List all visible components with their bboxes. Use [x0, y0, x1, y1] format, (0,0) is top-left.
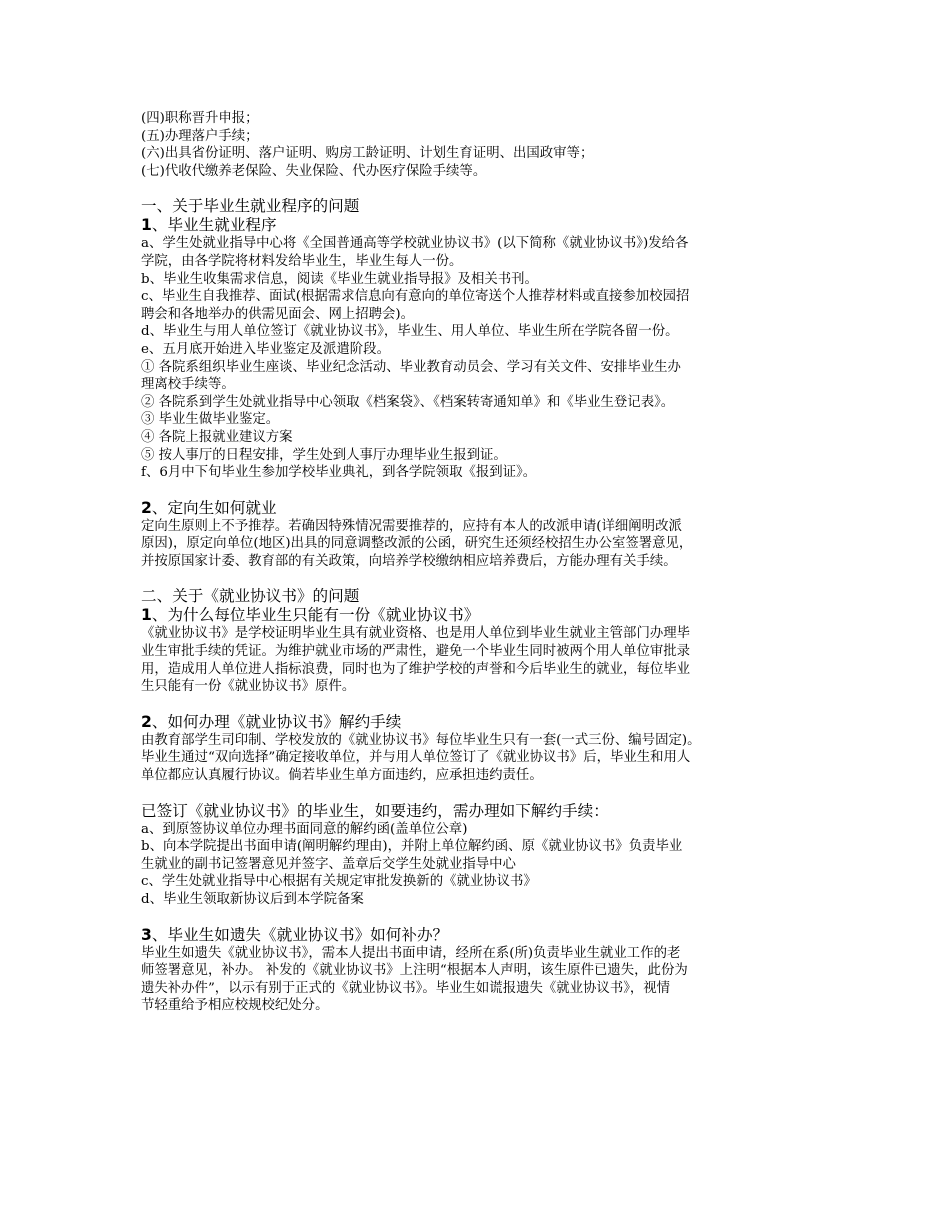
text-line: 节轻重给予相应校规校纪处分。	[141, 998, 329, 1014]
text-line: 聘会和各地举办的供需见面会、网上招聘会)。	[141, 306, 415, 322]
subsection-heading	[141, 216, 821, 235]
document-body	[141, 110, 821, 1015]
list-item: (四)职称晋升申报；	[141, 111, 259, 126]
paragraph-one-agreement	[141, 625, 821, 695]
text-line: ③ 毕业生做毕业鉴定。	[141, 412, 280, 428]
text-line: b、向本学院提出书面申请(阐明解约理由)，并附上单位解约函、原《就业协议书》负责毕业	[141, 839, 683, 855]
subsection-heading	[141, 499, 821, 518]
text-line: 生只能有一份《就业协议书》原件。	[141, 679, 356, 695]
heading-number: 3	[141, 925, 152, 944]
text-line: d、毕业生领取新协议后到本学院备案	[141, 892, 364, 907]
subsection-heading	[141, 926, 821, 945]
text-line: ② 各院系到学生处就业指导中心领取《档案袋》、《档案转寄通知单》和《毕业生登记表》。	[141, 394, 675, 410]
text-line: 单位都应认真履行协议。倘若毕业生单方面违约，应承担违约责任。	[141, 768, 543, 784]
text-line: 由教育部学生司印制、学校发放的《就业协议书》每位毕业生只有一套(一式三份、编号固定)。	[141, 732, 701, 748]
text-line: 师签署意见，补办。 补发的《就业协议书》上注明“根据本人声明，该生原件已遗失，此份为	[141, 963, 688, 979]
text-line: ① 各院系组织毕业生座谈、毕业纪念活动、毕业教育动员会、学习有关文件、安排毕业生办	[141, 359, 681, 375]
text-line: 毕业生如遗失《就业协议书》，需本人提出书面申请，经所在系(所)负责毕业生就业工作的老	[141, 945, 681, 961]
text-line: 遗失补办件”，以示有别于正式的《就业协议书》。毕业生如谎报遗失《就业协议书》，视情	[141, 980, 671, 996]
heading-number: 2	[141, 498, 152, 517]
text-line: 业生审批手续的凭证。为维护就业市场的严肃性，避免一个毕业生同时被两个用人单位审批录	[141, 644, 691, 660]
text-line: 学院，由各学院将材料发给毕业生，毕业生每人一份。	[141, 253, 463, 269]
paragraph-cancellation-steps	[141, 821, 821, 909]
text-line: e、五月底开始进入毕业鉴定及派遣阶段。	[141, 341, 390, 357]
text-line: c、毕业生自我推荐、面试(根据需求信息向有意向的单位寄送个人推荐材料或直接参加校园招	[141, 289, 690, 305]
list-item: (五)办理落户手续；	[141, 128, 259, 144]
spacer	[141, 696, 821, 713]
text-line: 并按原国家计委、教育部的有关政策，向培养学校缴纳相应培养费后，方能办理有关手续。	[141, 553, 677, 569]
spacer	[141, 570, 821, 587]
intro-list	[141, 110, 821, 180]
list-item: (七)代收代缴养老保险、失业保险、代办医疗保险手续等。	[141, 163, 487, 179]
text-line: a、学生处就业指导中心将《全国普通高等学校就业协议书》(以下简称《就业协议书》)发给各	[141, 236, 689, 252]
spacer	[141, 909, 821, 926]
text-line: ④ 各院上报就业建议方案	[141, 429, 293, 445]
subsection-heading	[141, 606, 821, 625]
spacer	[141, 785, 821, 802]
spacer	[141, 180, 821, 197]
text-line: 定向生原则上不予推荐。若确因特殊情况需要推荐的，应持有本人的改派申请(详细阐明改派	[141, 518, 682, 534]
heading-text: 、为什么每位毕业生只能有一份《就业协议书》	[151, 606, 480, 625]
text-line: 用，造成用人单位进人指标浪费，同时也为了维护学校的声誉和今后毕业生的就业，每位毕业	[141, 661, 691, 677]
text-line: b、毕业生收集需求信息，阅读《毕业生就业指导报》及相关书刊。	[141, 271, 538, 287]
text-line: 原因)，原定向单位(地区)出具的同意调整改派的公函，研究生还须经校招生办公室签署意见，	[141, 536, 693, 552]
text-line: c、学生处就业指导中心根据有关规定审批发换新的《就业协议书》	[141, 874, 537, 890]
paragraph-lost-agreement	[141, 945, 821, 1015]
heading-text: 、毕业生如遗失《就业协议书》如何补办？	[151, 925, 449, 944]
text-line: ⑤ 按人事厅的日程安排，学生处到人事厅办理毕业生报到证。	[141, 447, 507, 463]
text-line: 生就业的副书记签署意见并签字、盖章后交学生处就业指导中心	[141, 856, 516, 872]
paragraph-employment-procedure	[141, 235, 821, 481]
paragraph-cancellation	[141, 732, 821, 785]
heading-text: 、毕业生就业程序	[151, 216, 277, 235]
section-heading: 二、关于《就业协议书》的问题	[141, 587, 360, 606]
heading-number: 1	[141, 216, 152, 235]
subsection-heading	[141, 713, 821, 732]
text-line: 毕业生通过“双向选择”确定接收单位，并与用人单位签订了《就业协议书》后，毕业生和用人	[141, 750, 691, 766]
text-line: a、到原签协议单位办理书面同意的解约函(盖单位公章)	[141, 821, 468, 837]
text-line: 理离校手续等。	[141, 377, 235, 393]
text-line: f、6月中下旬毕业生参加学校毕业典礼，到各学院领取《报到证》。	[141, 465, 537, 481]
heading-text: 、如何办理《就业协议书》解约手续	[151, 712, 402, 731]
heading-text: 、定向生如何就业	[151, 498, 277, 517]
list-item: (六)出具省份证明、落户证明、购房工龄证明、计划生育证明、出国政审等；	[141, 146, 594, 162]
text-line: 《就业协议书》是学校证明毕业生具有就业资格、也是用人单位到毕业生就业主管部门办理毕	[141, 626, 691, 642]
paragraph-directed-students	[141, 518, 821, 571]
spacer	[141, 482, 821, 499]
paragraph-heading: 已签订《就业协议书》的毕业生，如要违约，需办理如下解约手续：	[141, 801, 609, 820]
heading-number: 2	[141, 712, 152, 731]
section-heading: 一、关于毕业生就业程序的问题	[141, 197, 360, 216]
text-line: d、毕业生与用人单位签订《就业协议书》，毕业生、用人单位、毕业生所在学院各留一份。	[141, 324, 679, 340]
heading-number: 1	[141, 606, 152, 625]
